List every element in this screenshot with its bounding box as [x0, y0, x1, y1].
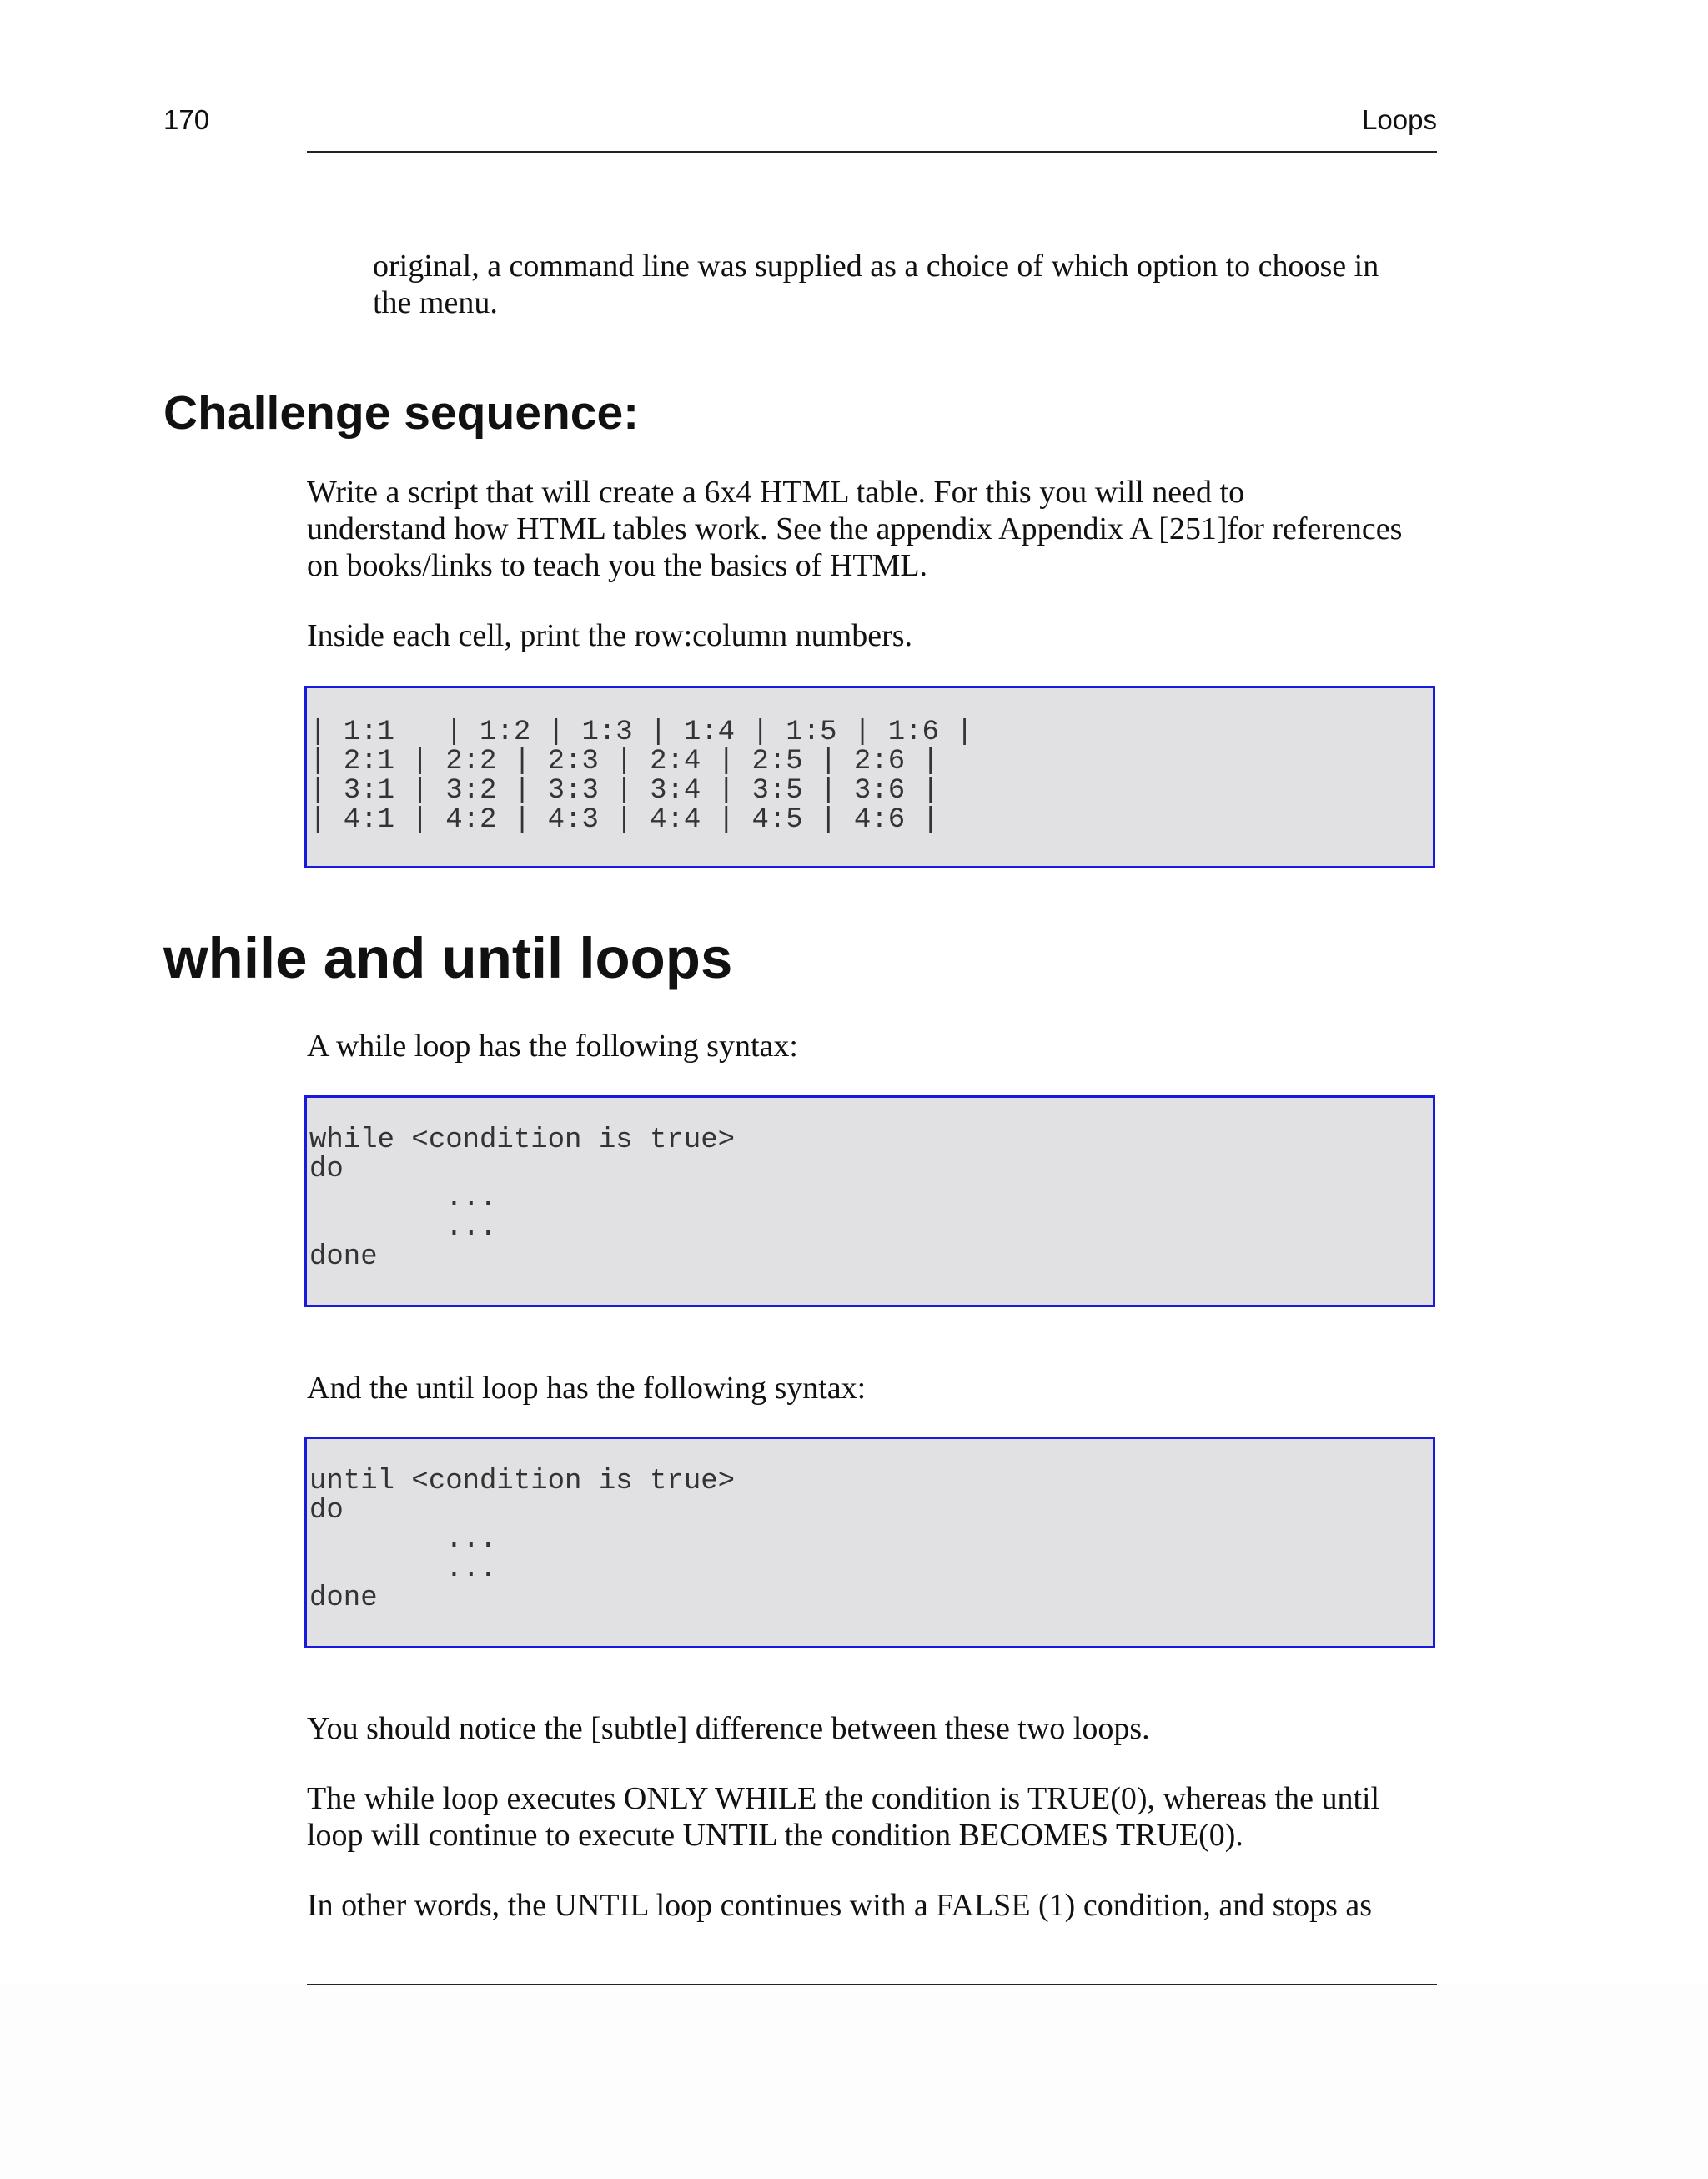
while-syntax-code-block [304, 1095, 1435, 1307]
code-line: ... [309, 1524, 497, 1556]
code-line: do [309, 1154, 344, 1185]
challenge-para-line-1: Write a script that will create a 6x4 HTML table. For this you will need to [307, 475, 1245, 510]
code-line: done [309, 1241, 378, 1273]
explain-line-2: loop will continue to execute UNTIL the condition BECOMES TRUE(0). [307, 1818, 1243, 1853]
challenge-para-2: Inside each cell, print the row:column numbers. [307, 618, 913, 653]
intro-line-2: the menu. [373, 285, 498, 320]
while-intro: A while loop has the following syntax: [307, 1029, 798, 1064]
other-words-paragraph: In other words, the UNTIL loop continues with a FALSE (1) condition, and stops as [307, 1888, 1373, 1923]
code-line: do [309, 1495, 344, 1527]
code-line: ... [309, 1212, 497, 1244]
page-number: 170 [163, 104, 210, 135]
section-heading-while-until: while and until loops [163, 926, 733, 990]
code-line: | 1:1 | 1:2 | 1:3 | 1:4 | 1:5 | 1:6 | [309, 717, 973, 748]
code-line: | 2:1 | 2:2 | 2:3 | 2:4 | 2:5 | 2:6 | [309, 746, 939, 777]
code-line: | 3:1 | 3:2 | 3:3 | 3:4 | 3:5 | 3:6 | [309, 775, 939, 807]
until-syntax-code-block [304, 1437, 1435, 1648]
code-line: until <condition is true> [309, 1466, 736, 1497]
running-header-title: Loops [1362, 104, 1437, 135]
explain-line-1: The while loop executes ONLY WHILE the condition is TRUE(0), whereas the until [307, 1781, 1380, 1816]
code-line: while <condition is true> [309, 1125, 736, 1156]
until-intro: And the until loop has the following syntax: [307, 1371, 867, 1406]
intro-line-1: original, a command line was supplied as a choice of which option to choose in [373, 249, 1379, 284]
code-line: ... [309, 1553, 497, 1585]
code-line: ... [309, 1183, 497, 1215]
footer-rule [307, 1984, 1437, 1985]
challenge-heading: Challenge sequence: [163, 386, 640, 440]
header-rule [307, 151, 1437, 153]
notice-paragraph: You should notice the [subtle] difference between these two loops. [307, 1711, 1150, 1746]
code-line: done [309, 1583, 378, 1614]
challenge-para-line-2: understand how HTML tables work. See the appendix Appendix A [251]for references [307, 511, 1403, 546]
challenge-para-line-3: on books/links to teach you the basics of HTML. [307, 548, 928, 583]
table-example-code-block [304, 686, 1435, 868]
page-bottom-margin [0, 1985, 1708, 2179]
code-line: | 4:1 | 4:2 | 4:3 | 4:4 | 4:5 | 4:6 | [309, 804, 939, 836]
